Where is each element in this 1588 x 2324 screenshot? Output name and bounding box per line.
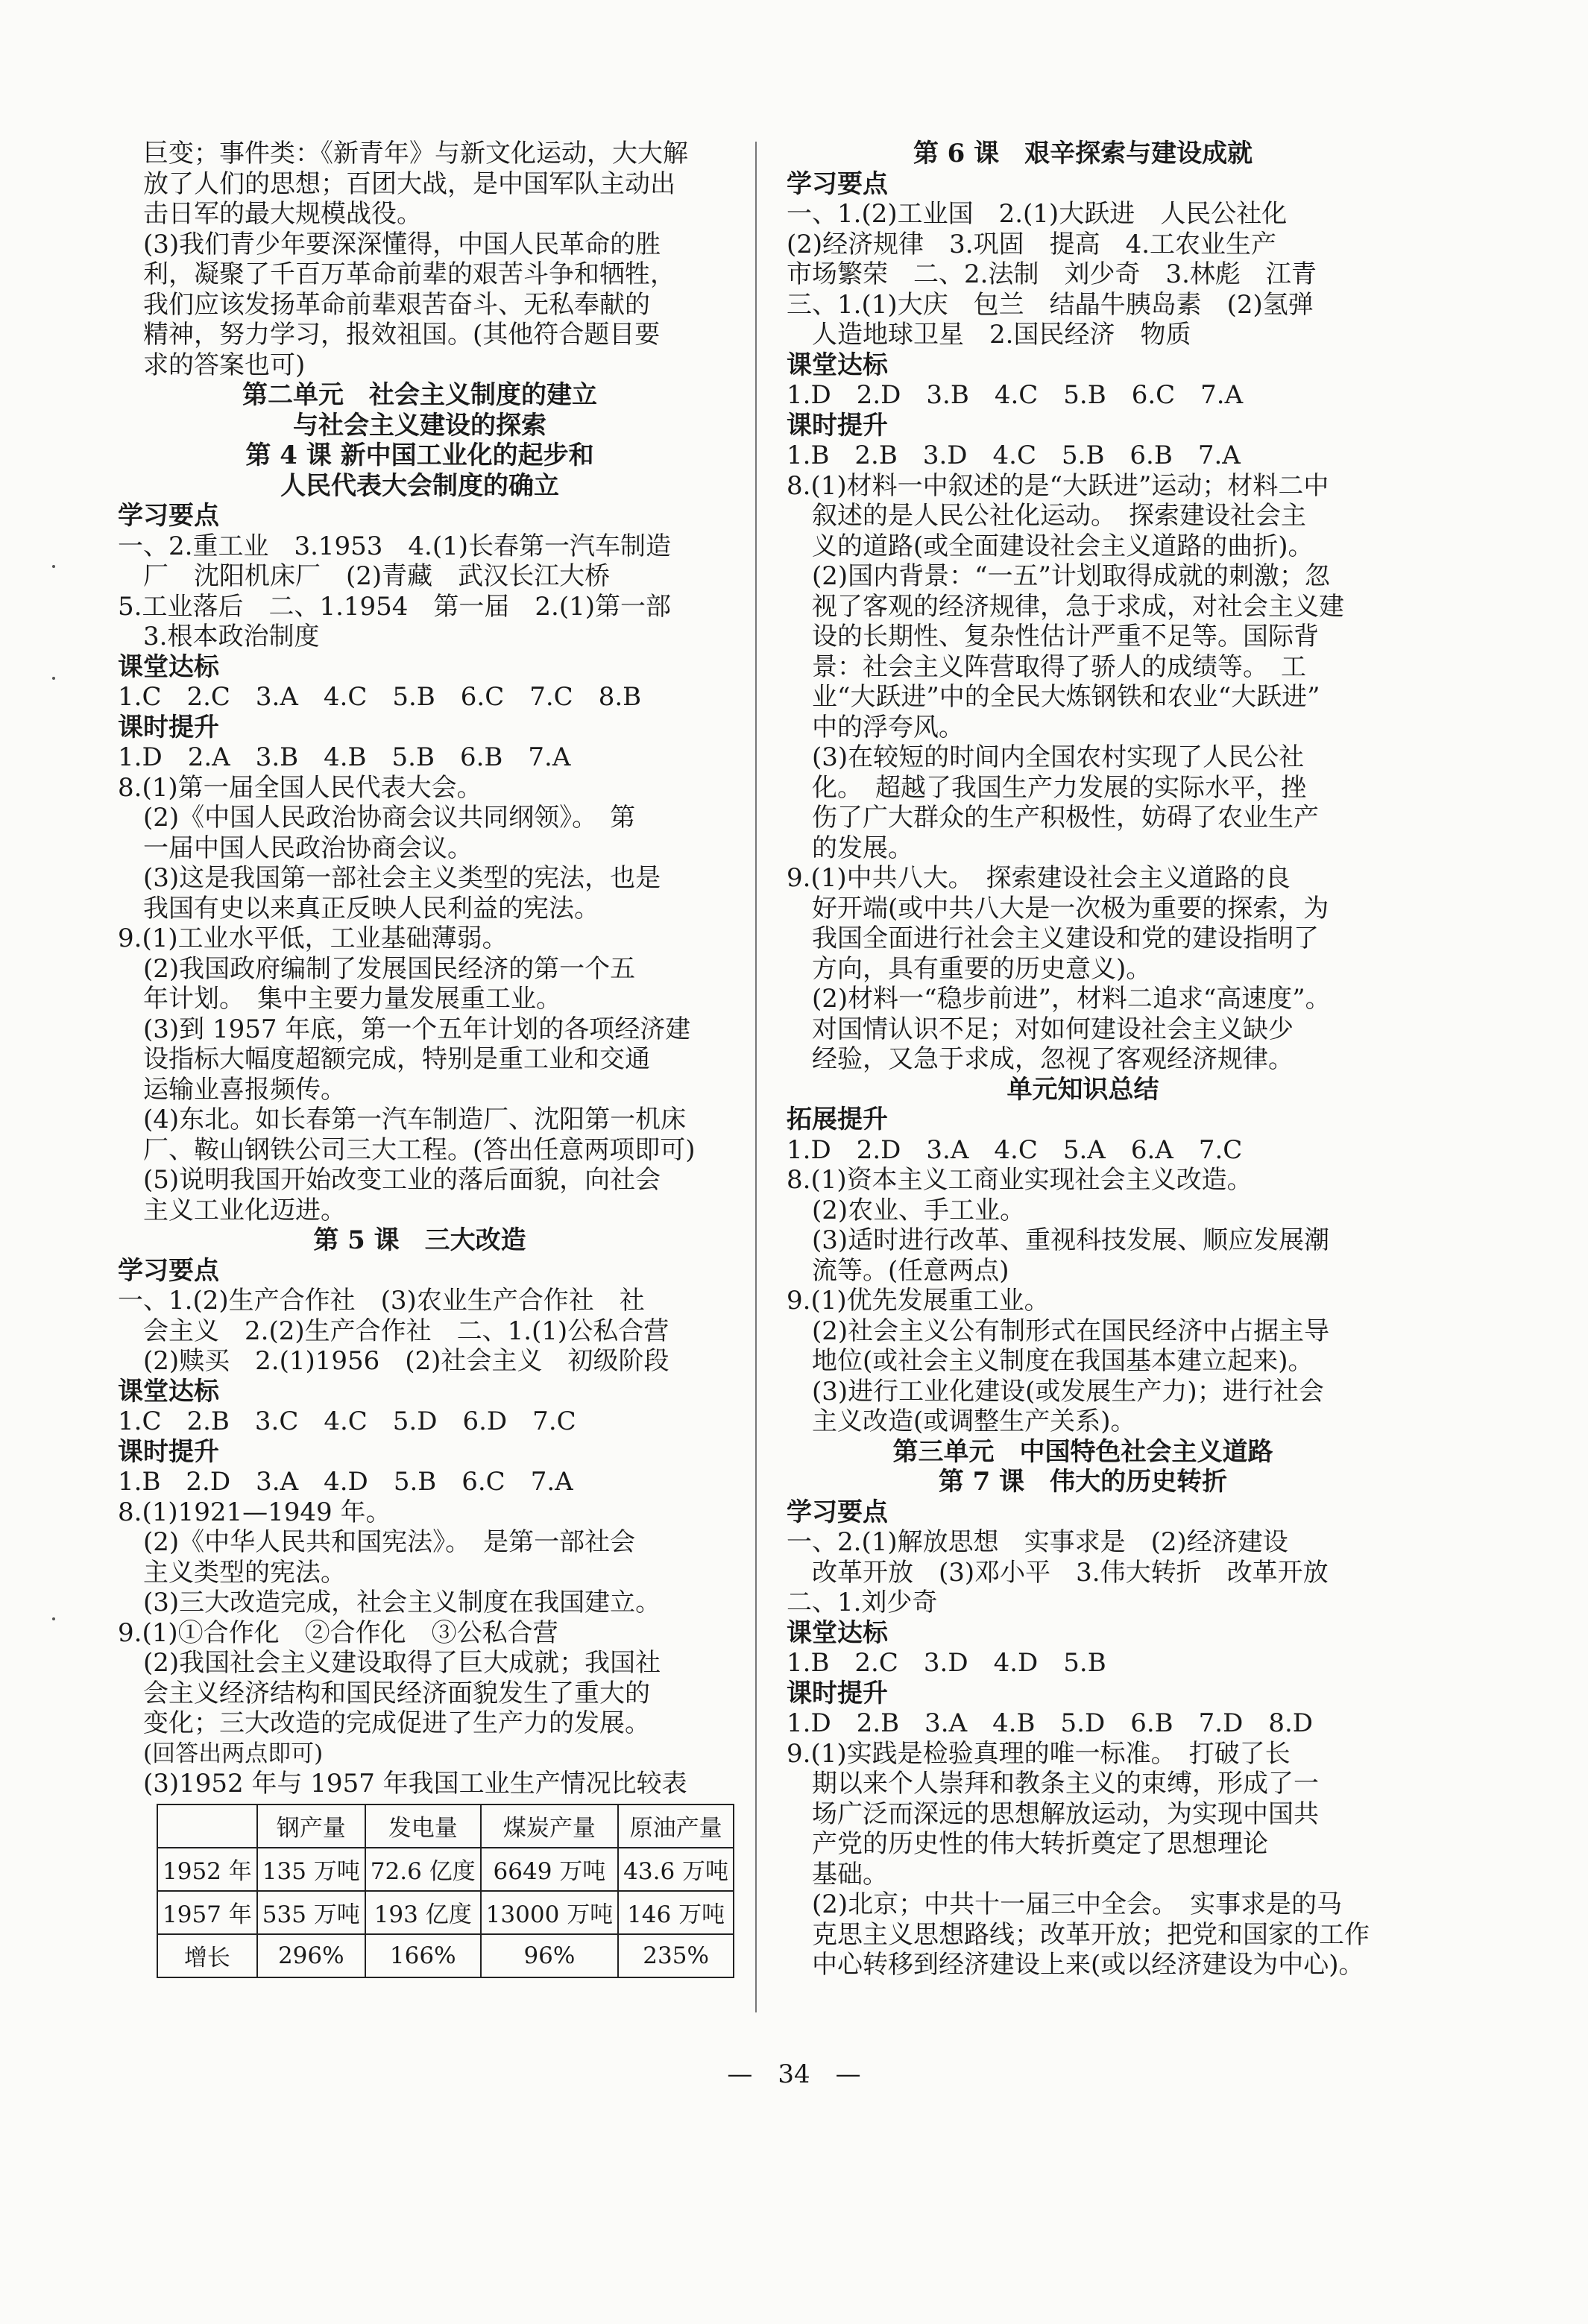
answer-line: 一届中国人民政治协商会议。: [143, 833, 473, 863]
answer-line: 5.工业落后 二、1.1954 第一届 2.(1)第一部: [118, 591, 672, 622]
left-column: [118, 139, 729, 1978]
table-cell: 13000 万吨: [481, 1891, 618, 1934]
subsection-heading: 学习要点: [787, 168, 888, 199]
answer-line: (2)社会主义公有制形式在国民经济中占据主导: [812, 1316, 1330, 1346]
table-row: [157, 1848, 734, 1891]
answer-line: 基础。: [812, 1859, 888, 1889]
answer-line: 化。 超越了我国生产力发展的实际水平，挫: [812, 772, 1306, 803]
answer-line: 义的道路(或全面建设社会主义道路的曲折)。: [812, 531, 1314, 561]
answer-line: (3)在较短的时间内全国农村实现了人民公社: [812, 742, 1305, 772]
table-cell: 增长: [157, 1934, 257, 1977]
answer-line: (3)三大改造完成，社会主义制度在我国建立。: [143, 1588, 661, 1617]
answer-line: 厂 沈阳机床厂 (2)青藏 武汉长江大桥: [143, 561, 611, 591]
production-comparison-table: [157, 1804, 734, 1978]
section-title: 单元知识总结: [1006, 1074, 1159, 1105]
answer-line: 中的浮夸风。: [812, 712, 964, 742]
answer-line: 年计划。 集中主要力量发展重工业。: [143, 984, 561, 1014]
answer-line: 业“大跃进”中的全民大炼钢铁和农业“大跃进”: [812, 682, 1320, 712]
answer-line: (3)到 1957 年底，第一个五年计划的各项经济建: [143, 1014, 691, 1044]
table-header-cell: 发电量: [365, 1804, 481, 1848]
table-cell: 166%: [365, 1934, 481, 1977]
answer-line: 二、1.刘少奇: [787, 1588, 938, 1617]
answer-line: 1.C 2.C 3.A 4.C 5.B 6.C 7.C 8.B: [118, 682, 642, 712]
subsection-heading: 课时提升: [787, 1678, 888, 1708]
scan-speck: [52, 677, 55, 680]
answer-line: 1.B 2.B 3.D 4.C 5.B 6.B 7.A: [787, 441, 1241, 470]
answer-line: 9.(1)实践是检验真理的唯一标准。 打破了长: [787, 1738, 1291, 1769]
table-cell: 1952 年: [157, 1848, 257, 1891]
table-row: [157, 1934, 734, 1977]
answer-line: 的发展。: [812, 833, 913, 863]
table-header-cell: 原油产量: [618, 1804, 734, 1848]
answer-line: 9.(1)中共八大。 探索建设社会主义道路的良: [787, 863, 1291, 893]
answer-line: (4)东北。如长春第一汽车制造厂、沈阳第一机床: [143, 1105, 687, 1134]
answer-line: 视了客观的经济规律，急于求成，对社会主义建: [812, 591, 1344, 622]
answer-line: 改革开放 (3)邓小平 3.伟大转折 改革开放: [812, 1557, 1329, 1588]
subsection-heading: 拓展提升: [787, 1105, 888, 1134]
table-cell: 146 万吨: [618, 1891, 734, 1934]
answer-line: 中心转移到经济建设上来(或以经济建设为中心)。: [812, 1950, 1364, 1980]
answer-line: (回答出两点即可): [143, 1740, 324, 1767]
answer-line: (3)进行工业化建设(或发展生产力)；进行社会: [812, 1376, 1324, 1406]
table-cell: 72.6 亿度: [365, 1848, 481, 1891]
answer-line: (2)赎买 2.(1)1956 (2)社会主义 初级阶段: [143, 1346, 669, 1376]
answer-line: 会主义 2.(2)生产合作社 二、1.(1)公私合营: [143, 1316, 669, 1346]
answer-line: 8.(1)第一届全国人民代表大会。: [118, 772, 482, 803]
column-divider: [755, 142, 757, 2012]
answer-line: 1.D 2.A 3.B 4.B 5.B 6.B 7.A: [118, 742, 571, 772]
answer-line: 叙述的是人民公社化运动。 探索建设社会主: [812, 501, 1306, 531]
scan-speck: [52, 1617, 55, 1620]
answer-line: 变化；三大改造的完成促进了生产力的发展。: [143, 1708, 650, 1738]
scan-speck: [52, 565, 55, 568]
answer-line: 景：社会主义阵营取得了骄人的成绩等。 工: [812, 651, 1306, 682]
answer-line: (3)适时进行改革、重视科技发展、顺应发展潮: [812, 1225, 1330, 1255]
answer-line: (3)这是我国第一部社会主义类型的宪法，也是: [143, 863, 661, 893]
answer-line: 利，凝聚了千百万革命前辈的艰苦斗争和牺牲，: [143, 259, 675, 289]
answer-line: 伤了广大群众的生产积极性，妨碍了农业生产: [812, 803, 1319, 833]
answer-line: (2)我国政府编制了发展国民经济的第一个五: [143, 953, 636, 984]
answer-line: 巨变；事件类：《新青年》与新文化运动，大大解: [143, 139, 688, 168]
table-cell: 135 万吨: [257, 1848, 365, 1891]
subsection-heading: 课时提升: [118, 1436, 219, 1467]
section-title: 第 5 课 三大改造: [313, 1225, 526, 1255]
answer-line: 我国全面进行社会主义建设和党的建设指明了: [812, 923, 1319, 953]
answer-line: 1.B 2.D 3.A 4.D 5.B 6.C 7.A: [118, 1467, 573, 1497]
subsection-heading: 课堂达标: [787, 350, 888, 380]
table-cell: 296%: [257, 1934, 365, 1977]
section-title: 与社会主义建设的探索: [293, 410, 546, 441]
section-title: 第 4 课 新中国工业化的起步和: [245, 441, 594, 470]
table-cell: 193 亿度: [365, 1891, 481, 1934]
answer-line: (5)说明我国开始改变工业的落后面貌，向社会: [143, 1165, 661, 1195]
answer-line: 8.(1)材料一中叙述的是“大跃进”运动；材料二中: [787, 470, 1329, 501]
answer-line: 运输业喜报频传。: [143, 1074, 346, 1105]
section-title: 第 6 课 艰辛探索与建设成就: [913, 139, 1253, 168]
section-title: 第三单元 中国特色社会主义道路: [892, 1436, 1273, 1467]
answer-line: 我国有史以来真正反映人民利益的宪法。: [143, 893, 599, 923]
answer-line: 求的答案也可): [143, 350, 306, 380]
answer-line: 地位(或社会主义制度在我国基本建立起来)。: [812, 1346, 1314, 1376]
answer-line: (2)我国社会主义建设取得了巨大成就；我国社: [143, 1648, 661, 1678]
answer-line: 设指标大幅度超额完成，特别是重工业和交通: [143, 1044, 650, 1074]
answer-line: 一、2.重工业 3.1953 4.(1)长春第一汽车制造: [118, 531, 672, 561]
answer-line: 一、1.(2)工业国 2.(1)大跃进 人民公社化: [787, 199, 1288, 229]
subsection-heading: 学习要点: [118, 1255, 219, 1286]
answer-line: 1.B 2.C 3.D 4.D 5.B: [787, 1648, 1106, 1678]
table-cell: 96%: [481, 1934, 618, 1977]
answer-line: 主义工业化迈进。: [143, 1195, 346, 1225]
section-title: 第 7 课 伟大的历史转折: [938, 1467, 1228, 1497]
answer-line: 放了人们的思想；百团大战，是中国军队主动出: [143, 168, 675, 199]
section-title: 第二单元 社会主义制度的建立: [242, 380, 597, 410]
answer-line: (2)北京；中共十一届三中全会。 实事求是的马: [812, 1889, 1343, 1919]
table-cell: 535 万吨: [257, 1891, 365, 1934]
answer-line: 一、2.(1)解放思想 实事求是 (2)经济建设: [787, 1527, 1288, 1557]
table-row: [157, 1891, 734, 1934]
table-cell: 1957 年: [157, 1891, 257, 1934]
answer-line: 产党的历史性的伟大转折奠定了思想理论: [812, 1829, 1268, 1859]
answer-line: 1.C 2.B 3.C 4.C 5.D 6.D 7.C: [118, 1406, 576, 1436]
subsection-heading: 学习要点: [787, 1497, 888, 1527]
right-column: [787, 139, 1379, 1980]
answer-line: (2)《中华人民共和国宪法》。 是第一部社会: [143, 1527, 636, 1557]
subsection-heading: 课时提升: [118, 712, 219, 742]
answer-line: (2)材料一“稳步前进”，材料二追求“高速度”。: [812, 984, 1331, 1014]
answer-line: 1.D 2.D 3.A 4.C 5.A 6.A 7.C: [787, 1134, 1243, 1165]
answer-line: 我们应该发扬革命前辈艰苦奋斗、无私奉献的: [143, 289, 650, 320]
answer-line: 三、1.(1)大庆 包兰 结晶牛胰岛素 (2)氢弹: [787, 289, 1314, 320]
answer-line: 经验，又急于求成，忽视了客观经济规律。: [812, 1044, 1294, 1074]
table-header-cell: 煤炭产量: [481, 1804, 618, 1848]
answer-line: 好开端(或中共八大是一次极为重要的探索，为: [812, 893, 1329, 923]
subsection-heading: 课时提升: [787, 410, 888, 441]
table-header-row: [157, 1804, 734, 1848]
answer-line: 主义改造(或调整生产关系)。: [812, 1406, 1136, 1436]
answer-line: 方向，具有重要的历史意义)。: [812, 953, 1152, 984]
answer-line: (2)《中国人民政治协商会议共同纲领》。 第: [143, 803, 636, 833]
answer-line: 会主义经济结构和国民经济面貌发生了重大的: [143, 1678, 650, 1708]
answer-line: 对国情认识不足；对如何建设社会主义缺少: [812, 1014, 1294, 1044]
answer-line: (3)1952 年与 1957 年我国工业生产情况比较表: [143, 1769, 687, 1799]
answer-line: 一、1.(2)生产合作社 (3)农业生产合作社 社: [118, 1286, 645, 1316]
answer-line: 9.(1)①合作化 ②合作化 ③公私合营: [118, 1617, 558, 1648]
subsection-heading: 课堂达标: [118, 1376, 219, 1406]
answer-line: 设的长期性、复杂性估计严重不足等。国际背: [812, 622, 1319, 651]
subsection-heading: 学习要点: [118, 501, 219, 531]
answer-line: 场广泛而深远的思想解放运动，为实现中国共: [812, 1799, 1319, 1829]
answer-line: 1.D 2.B 3.A 4.B 5.D 6.B 7.D 8.D: [787, 1708, 1314, 1738]
table-header-cell: 钢产量: [257, 1804, 365, 1848]
section-title: 人民代表大会制度的确立: [280, 470, 559, 501]
answer-line: 8.(1)资本主义工商业实现社会主义改造。: [787, 1165, 1253, 1195]
answer-line: 厂、鞍山钢铁公司三大工程。(答出任意两项即可): [143, 1134, 696, 1165]
answer-line: 精神，努力学习，报效祖国。(其他符合题目要: [143, 320, 661, 350]
answer-line: (2)农业、手工业。: [812, 1195, 1026, 1225]
answer-line: 流等。(任意两点): [812, 1255, 1009, 1286]
answer-line: 市场繁荣 二、2.法制 刘少奇 3.林彪 江青: [787, 259, 1317, 289]
answer-line: 8.(1)1921—1949 年。: [118, 1497, 391, 1527]
answer-line: 期以来个人崇拜和教条主义的束缚，形成了一: [812, 1769, 1319, 1799]
answer-line: 1.D 2.D 3.B 4.C 5.B 6.C 7.A: [787, 380, 1244, 410]
answer-line: 9.(1)工业水平低，工业基础薄弱。: [118, 923, 508, 953]
table-header-cell: [157, 1804, 257, 1848]
answer-line: 主义类型的宪法。: [143, 1557, 346, 1588]
table-cell: 43.6 万吨: [618, 1848, 734, 1891]
answer-line: (2)经济规律 3.巩固 提高 4.工农业生产: [787, 229, 1277, 259]
table-cell: 6649 万吨: [481, 1848, 618, 1891]
page-number: — 34 —: [727, 2059, 861, 2089]
answer-line: (3)我们青少年要深深懂得，中国人民革命的胜: [143, 229, 661, 259]
answer-line: 人造地球卫星 2.国民经济 物质: [812, 320, 1191, 350]
answer-line: 9.(1)优先发展重工业。: [787, 1286, 1050, 1316]
subsection-heading: 课堂达标: [787, 1617, 888, 1648]
answer-line: 击日军的最大规模战役。: [143, 199, 422, 229]
answer-line: (2)国内背景：“一五”计划取得成就的刺激；忽: [812, 561, 1330, 591]
answer-line: 克思主义思想路线；改革开放；把党和国家的工作: [812, 1919, 1370, 1950]
table-cell: 235%: [618, 1934, 734, 1977]
answer-line: 3.根本政治制度: [143, 622, 320, 651]
subsection-heading: 课堂达标: [118, 651, 219, 682]
